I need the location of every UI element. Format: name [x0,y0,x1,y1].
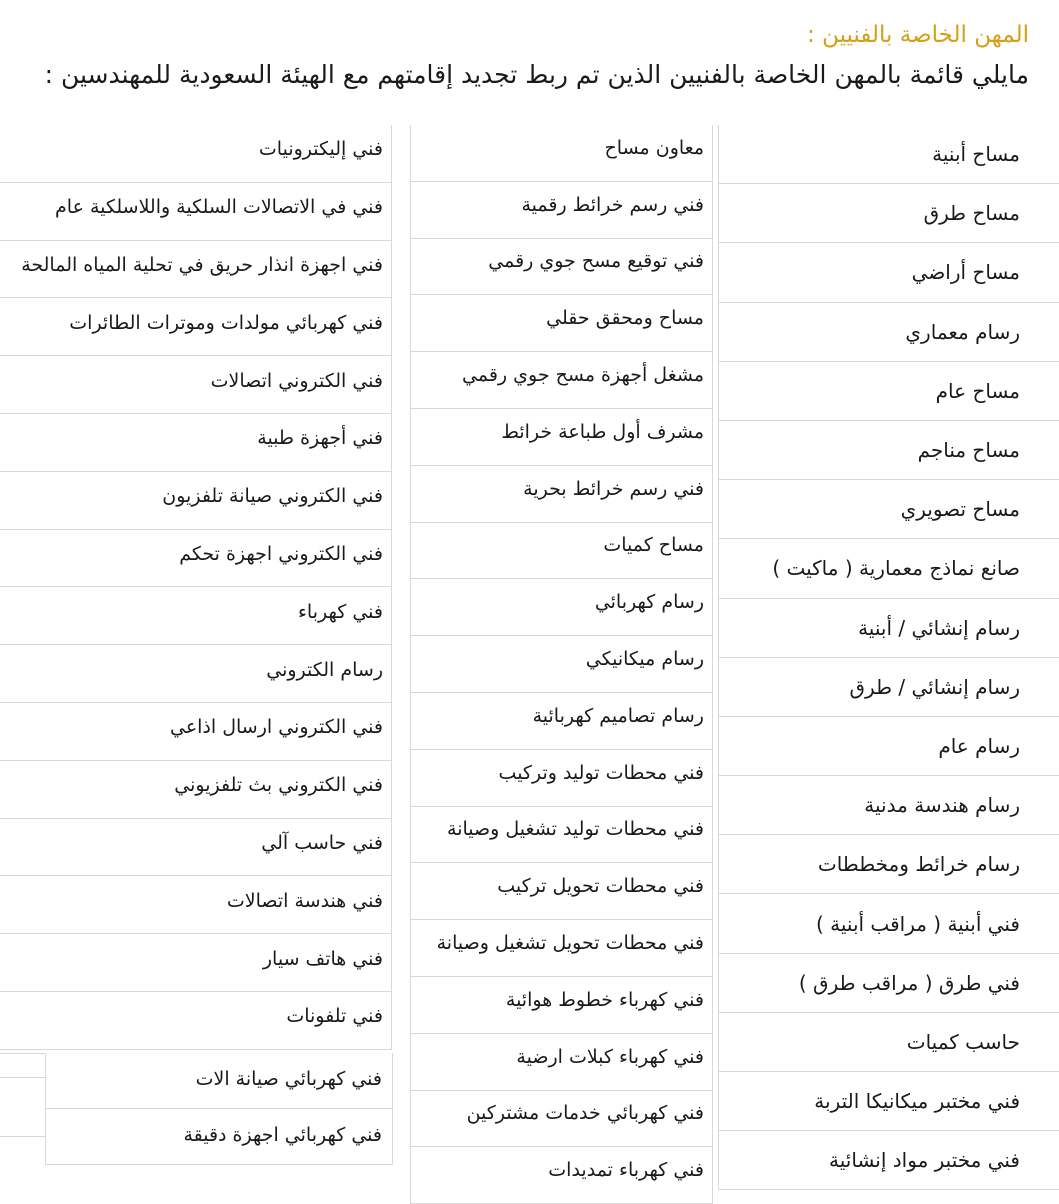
profession-item: مساح تصويري [719,480,1059,539]
profession-item: فني كهرباء [0,587,391,645]
profession-item: فني كهربائي مولدات وموترات الطائرات [0,298,391,356]
profession-item: رسام كهربائي [411,579,712,636]
profession-item: رسام الكتروني [0,645,391,703]
profession-item: فني الكتروني بث تلفزيوني [0,761,391,819]
profession-item: فني الكتروني صيانة تلفزيون [0,472,391,530]
profession-item: رسام معماري [719,303,1059,362]
table-rule [0,1136,45,1137]
professions-column-left-lower [45,1053,393,1165]
profession-item: فني في الاتصالات السلكية واللاسلكية عام [0,183,391,241]
profession-item: فني هاتف سيار [0,934,391,992]
profession-item: رسام تصاميم كهربائية [411,693,712,750]
table-rule [0,1077,45,1078]
profession-item: فني كهرباء تمديدات [411,1147,712,1204]
profession-item: مساح أراضي [719,243,1059,302]
profession-item: مساح ومحقق حقلي [411,295,712,352]
profession-item: فني رسم خرائط بحرية [411,466,712,523]
profession-item: مساح طرق [719,184,1059,243]
profession-item: صانع نماذج معمارية ( ماكيت ) [719,539,1059,598]
profession-item: فني الكتروني ارسال اذاعي [0,703,391,761]
profession-item: فني محطات تحويل تركيب [411,863,712,920]
profession-item: فني توقيع مسح جوي رقمي [411,239,712,296]
profession-item: فني كهربائي صيانة الات [46,1053,392,1109]
profession-item: رسام ميكانيكي [411,636,712,693]
professions-column-right [718,125,1059,1190]
profession-item: فني إليكترونيات [0,125,391,183]
profession-item: فني كهرباء كبلات ارضية [411,1034,712,1091]
professions-column-left [0,125,392,1050]
profession-item: مشغل أجهزة مسح جوي رقمي [411,352,712,409]
profession-item: مساح كميات [411,523,712,580]
profession-item: فني الكتروني اجهزة تحكم [0,530,391,588]
profession-item: فني محطات توليد وتركيب [411,750,712,807]
profession-item: مساح عام [719,362,1059,421]
profession-item: فني أجهزة طبية [0,414,391,472]
profession-item: فني كهربائي اجهزة دقيقة [46,1109,392,1165]
profession-item: رسام خرائط ومخططات [719,835,1059,894]
profession-item: فني اجهزة انذار حريق في تحلية المياه المالحة [0,241,391,299]
profession-item: رسام إنشائي / طرق [719,658,1059,717]
section-heading: المهن الخاصة بالفنيين : [807,22,1029,48]
profession-item: مشرف أول طباعة خرائط [411,409,712,466]
profession-item: فني هندسة اتصالات [0,876,391,934]
intro-paragraph: مايلي قائمة بالمهن الخاصة بالفنيين الذين تم ربط تجديد إقامتهم مع الهيئة السعودية للمهندسين : [44,60,1029,89]
profession-item: فني الكتروني اتصالات [0,356,391,414]
profession-item: فني محطات تحويل تشغيل وصيانة [411,920,712,977]
profession-item: فني مختبر ميكانيكا التربة [719,1072,1059,1131]
profession-item: رسام إنشائي / أبنية [719,599,1059,658]
profession-item: معاون مساح [411,125,712,182]
profession-item: فني طرق ( مراقب طرق ) [719,954,1059,1013]
profession-item: حاسب كميات [719,1013,1059,1072]
profession-item: فني محطات توليد تشغيل وصيانة [411,807,712,864]
profession-item: فني تلفونات [0,992,391,1050]
profession-item: مساح مناجم [719,421,1059,480]
profession-item: فني كهربائي خدمات مشتركين [411,1091,712,1148]
profession-item: رسام عام [719,717,1059,776]
profession-item: فني حاسب آلي [0,819,391,877]
profession-item: مساح أبنية [719,125,1059,184]
profession-item: فني مختبر مواد إنشائية [719,1131,1059,1190]
profession-item: فني أبنية ( مراقب أبنية ) [719,894,1059,953]
profession-item: فني كهرباء خطوط هوائية [411,977,712,1034]
profession-item: فني رسم خرائط رقمية [411,182,712,239]
table-rule [0,1053,45,1054]
professions-column-middle [410,125,713,1204]
profession-item: رسام هندسة مدنية [719,776,1059,835]
